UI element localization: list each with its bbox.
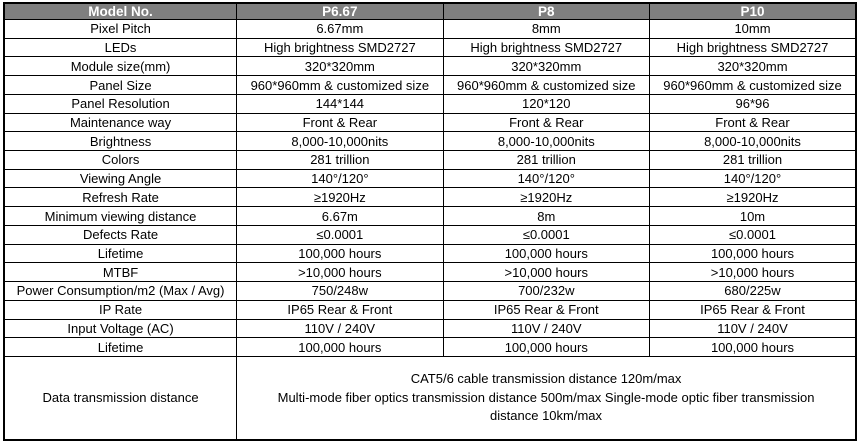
cell-value: ≥1920Hz	[237, 188, 443, 207]
row-label-lifetime-2: Lifetime	[4, 338, 237, 357]
header-model-no: Model No.	[4, 3, 237, 20]
row-label-minimum-viewing-distance: Minimum viewing distance	[4, 207, 237, 226]
cell-value: 100,000 hours	[237, 244, 443, 263]
cell-value: 8,000-10,000nits	[443, 132, 649, 151]
cell-value: 100,000 hours	[443, 244, 649, 263]
table-row	[4, 225, 856, 244]
cell-value: 100,000 hours	[443, 338, 649, 357]
row-label-lifetime: Lifetime	[4, 244, 237, 263]
cell-value: IP65 Rear & Front	[443, 300, 649, 319]
cell-value: >10,000 hours	[237, 263, 443, 282]
cell-value: 8mm	[443, 20, 649, 39]
row-label-defects-rate: Defects Rate	[4, 225, 237, 244]
row-label-input-voltage: Input Voltage (AC)	[4, 319, 237, 338]
cell-value: 10m	[650, 207, 857, 226]
row-label-viewing-angle: Viewing Angle	[4, 169, 237, 188]
table-row	[4, 94, 856, 113]
cell-value: 110V / 240V	[443, 319, 649, 338]
cell-value: 100,000 hours	[650, 244, 857, 263]
cell-value: 100,000 hours	[650, 338, 857, 357]
table-row	[4, 20, 856, 39]
spec-table	[3, 2, 857, 441]
cell-value: Front & Rear	[237, 113, 443, 132]
data-transmission-values	[237, 357, 856, 441]
table-row	[4, 113, 856, 132]
cell-value: 140°/120°	[443, 169, 649, 188]
cell-value: High brightness SMD2727	[237, 38, 443, 57]
cell-value: 8,000-10,000nits	[237, 132, 443, 151]
cell-value: 120*120	[443, 94, 649, 113]
table-row	[4, 169, 856, 188]
table-row	[4, 263, 856, 282]
cell-value: 281 trillion	[443, 151, 649, 170]
cell-value: >10,000 hours	[650, 263, 857, 282]
row-label-panel-size: Panel Size	[4, 76, 237, 95]
cell-value: ≤0.0001	[650, 225, 857, 244]
header-model-p6-67: P6.67	[237, 3, 443, 20]
row-label-pixel-pitch: Pixel Pitch	[4, 20, 237, 39]
cell-value: ≥1920Hz	[650, 188, 857, 207]
cell-value: 320*320mm	[650, 57, 857, 76]
cell-value: 281 trillion	[237, 151, 443, 170]
cell-value: Front & Rear	[650, 113, 857, 132]
row-label-data-transmission-distance: Data transmission distance	[4, 357, 237, 441]
table-footer-row	[4, 357, 856, 441]
cell-value: 960*960mm & customized size	[443, 76, 649, 95]
row-label-power-consumption: Power Consumption/m2 (Max / Avg)	[4, 282, 237, 301]
cell-value: 10mm	[650, 20, 857, 39]
table-row	[4, 207, 856, 226]
row-label-module-size: Module size(mm)	[4, 57, 237, 76]
row-label-ip-rate: IP Rate	[4, 300, 237, 319]
cell-value: IP65 Rear & Front	[237, 300, 443, 319]
cell-value: 6.67mm	[237, 20, 443, 39]
cell-value: 281 trillion	[650, 151, 857, 170]
cell-value: 960*960mm & customized size	[237, 76, 443, 95]
cell-value: IP65 Rear & Front	[650, 300, 857, 319]
cell-value: 140°/120°	[650, 169, 857, 188]
cell-value: 700/232w	[443, 282, 649, 301]
table-row	[4, 282, 856, 301]
table-header-row	[4, 3, 856, 20]
cell-value: 8m	[443, 207, 649, 226]
table-row	[4, 338, 856, 357]
table-row	[4, 57, 856, 76]
row-label-mtbf: MTBF	[4, 263, 237, 282]
cell-value: High brightness SMD2727	[650, 38, 857, 57]
header-model-p10: P10	[650, 3, 857, 20]
cell-value: 144*144	[237, 94, 443, 113]
row-label-brightness: Brightness	[4, 132, 237, 151]
row-label-maintenance-way: Maintenance way	[4, 113, 237, 132]
row-label-leds: LEDs	[4, 38, 237, 57]
table-row	[4, 319, 856, 338]
cell-value: 320*320mm	[443, 57, 649, 76]
cell-value: 960*960mm & customized size	[650, 76, 857, 95]
row-label-colors: Colors	[4, 151, 237, 170]
cell-value: 110V / 240V	[237, 319, 443, 338]
cell-value: 6.67m	[237, 207, 443, 226]
cell-value: 140°/120°	[237, 169, 443, 188]
cell-value: ≤0.0001	[237, 225, 443, 244]
cell-value: 100,000 hours	[237, 338, 443, 357]
table-row	[4, 76, 856, 95]
table-row	[4, 132, 856, 151]
cell-value: >10,000 hours	[443, 263, 649, 282]
table-row	[4, 151, 856, 170]
table-row	[4, 244, 856, 263]
cell-value: 96*96	[650, 94, 857, 113]
header-model-p8: P8	[443, 3, 649, 20]
cell-value: 8,000-10,000nits	[650, 132, 857, 151]
transmission-line-2: Multi-mode fiber optics transmission distance 500m/max Single-mode optic fiber transmission distance 10km/max	[277, 389, 815, 424]
cell-value: ≤0.0001	[443, 225, 649, 244]
cell-value: ≥1920Hz	[443, 188, 649, 207]
cell-value: Front & Rear	[443, 113, 649, 132]
row-label-refresh-rate: Refresh Rate	[4, 188, 237, 207]
cell-value: 750/248w	[237, 282, 443, 301]
table-row	[4, 188, 856, 207]
cell-value: 680/225w	[650, 282, 857, 301]
table-row	[4, 300, 856, 319]
cell-value: High brightness SMD2727	[443, 38, 649, 57]
row-label-panel-resolution: Panel Resolution	[4, 94, 237, 113]
cell-value: 110V / 240V	[650, 319, 857, 338]
transmission-line-1: CAT5/6 cable transmission distance 120m/max	[410, 370, 682, 386]
table-row	[4, 38, 856, 57]
cell-value: 320*320mm	[237, 57, 443, 76]
